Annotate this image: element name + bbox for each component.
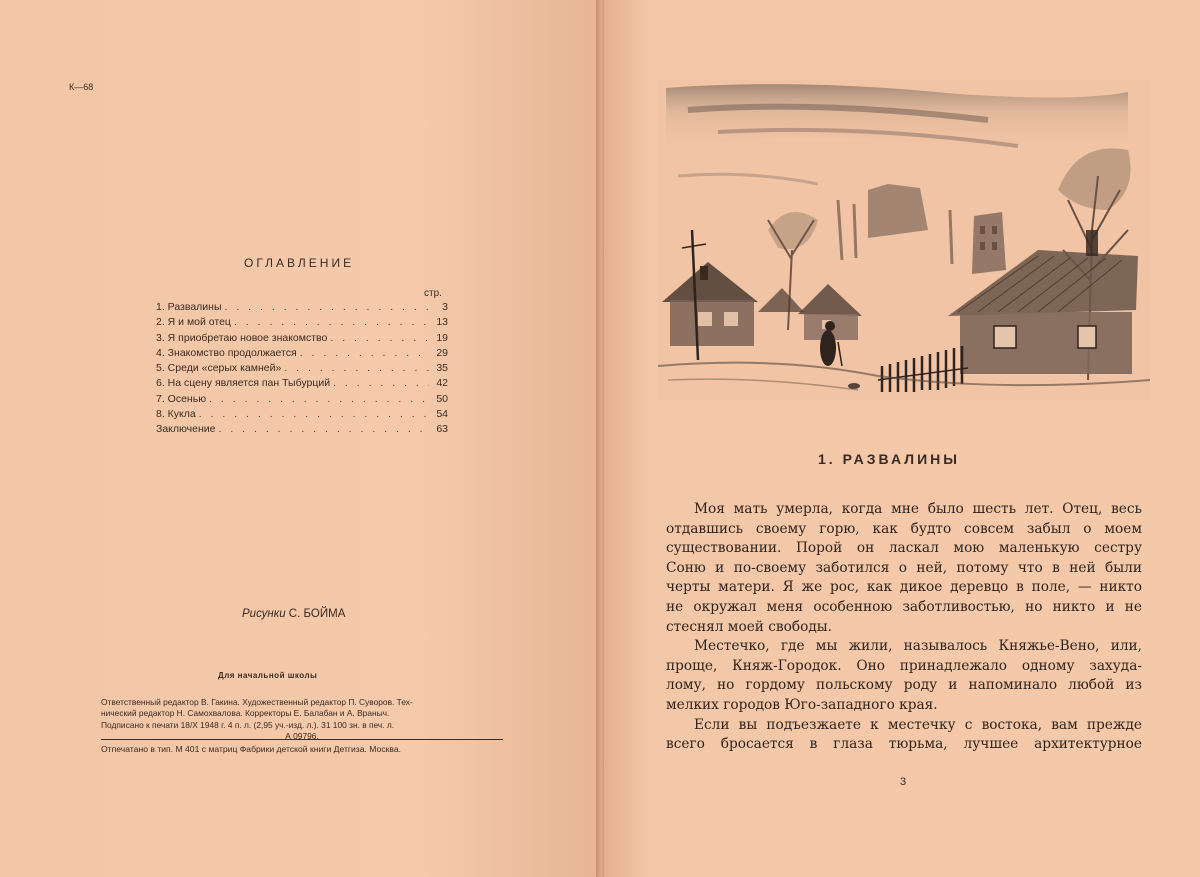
toc-entry-label: 4. Знакомство продолжается [156, 346, 297, 359]
toc-entry [156, 408, 448, 423]
text-line: мелких городов Юго-западного края. [666, 696, 938, 713]
text-line: существовании. Порой он ласкал мою маленькую сестру [666, 540, 1142, 557]
imprint-line: Ответственный редактор В. Гакина. Художественный редактор П. Суворов. Тех- [101, 697, 413, 707]
imprint-block [101, 697, 503, 742]
page-number: 3 [900, 776, 907, 788]
book-code: К—68 [69, 82, 94, 92]
toc-entry [156, 377, 448, 392]
illustrator-name: С. БОЙМА [288, 608, 346, 620]
toc-entry-page: 19 [436, 331, 448, 344]
illustrations-credit [242, 608, 345, 620]
toc-leader-dots [199, 408, 429, 420]
toc-entry-label: 8. Кукла [156, 408, 196, 421]
imprint-line: А 09796. [285, 730, 319, 741]
toc-entry [156, 362, 448, 377]
toc-entry-label: 5. Среди «серых камней» [156, 362, 282, 375]
toc-entry-page: 35 [436, 362, 448, 375]
toc-leader-dots [218, 423, 429, 435]
left-page [0, 0, 599, 877]
toc-entry [156, 332, 448, 347]
toc-entry [156, 347, 448, 362]
toc-entry-page: 50 [436, 392, 448, 405]
body-paragraph [666, 716, 1142, 755]
text-line: черты матери. Я же рос, как дикое деревцо в поле, — никто [666, 579, 1142, 596]
text-line: не окружал меня особенною заботливостью, но никто и не [666, 598, 1142, 615]
toc-entry [156, 423, 448, 438]
text-line: лому, но гордому польскому роду и напоминало любой из [666, 677, 1142, 694]
text-line: отдавшись своему горю, как будто совсем забыл о моем [666, 520, 1142, 537]
toc-entry-label: 2. Я и мой отец [156, 316, 231, 329]
text-line: всего бросается в глаза тюрьма, лучшее архитектурное [666, 736, 1142, 753]
toc-entry-label: 1. Развалины [156, 301, 222, 313]
toc-entry-page: 29 [436, 346, 448, 359]
toc-entry-label: Заключение [156, 423, 216, 436]
printed-line: Отпечатано в тип. М 401 с матриц Фабрики детской книги Детгиза. Москва. [101, 744, 402, 754]
toc-page-header: стр. [424, 288, 442, 299]
text-line: Местечко, где мы жили, называлось Княжье-Вено, или, [694, 638, 1142, 655]
toc-entry-page: 3 [442, 301, 448, 313]
toc-entry-label: 7. Осенью [156, 392, 207, 405]
body-paragraph [666, 637, 1142, 715]
toc-entry-label: 3. Я приобретаю новое знакомство [156, 331, 328, 344]
imprint-divider [101, 739, 503, 740]
toc-title: ОГЛАВЛЕНИЕ [244, 256, 355, 270]
toc-leader-dots [234, 316, 429, 328]
toc-leader-dots [333, 377, 429, 389]
toc-entry-page: 54 [436, 408, 448, 421]
imprint-line: нический редактор Н. Самохвалова. Корректоры Е. Балабан и А. Враныч. [101, 708, 390, 719]
text-line: Моя мать умерла, когда мне было шесть лет. Отец, весь [694, 501, 1142, 517]
body-paragraph [666, 500, 1142, 637]
chapter-title: 1. РАЗВАЛИНЫ [818, 451, 960, 467]
table-of-contents [156, 301, 448, 439]
illustrations-label: Рисунки [242, 608, 286, 620]
toc-entry [156, 316, 448, 331]
chapter-body-text [666, 500, 1142, 755]
school-line: Для начальной школы [218, 671, 318, 680]
text-line: Соню и по-своему заботился о ней, потому что в ней были [666, 559, 1142, 576]
text-line: проще, Княж-Городок. Оно принадлежало одному захуда- [666, 657, 1142, 674]
village-ruins-illustration [658, 80, 1150, 400]
text-line: Если вы подъезжаете к местечку с востока, вам прежде [694, 716, 1142, 733]
toc-leader-dots [284, 362, 429, 374]
toc-entry-label: 6. На сцену является пан Тыбурций [156, 377, 331, 390]
text-line: стеснял моей свободы. [666, 618, 833, 635]
toc-entry-page: 42 [436, 377, 448, 390]
toc-leader-dots [330, 332, 429, 344]
toc-leader-dots [300, 347, 429, 359]
toc-entry-page: 13 [436, 316, 448, 329]
toc-entry [156, 393, 448, 408]
imprint-line: Подписано к печати 18/X 1948 г. 4 п. л. (2,95 уч.-изд. л.). 31 100 зн. в печ. л. [101, 719, 395, 730]
toc-leader-dots [225, 301, 429, 313]
toc-leader-dots [209, 393, 429, 405]
toc-entry-page: 63 [436, 423, 448, 436]
toc-entry [156, 301, 448, 316]
